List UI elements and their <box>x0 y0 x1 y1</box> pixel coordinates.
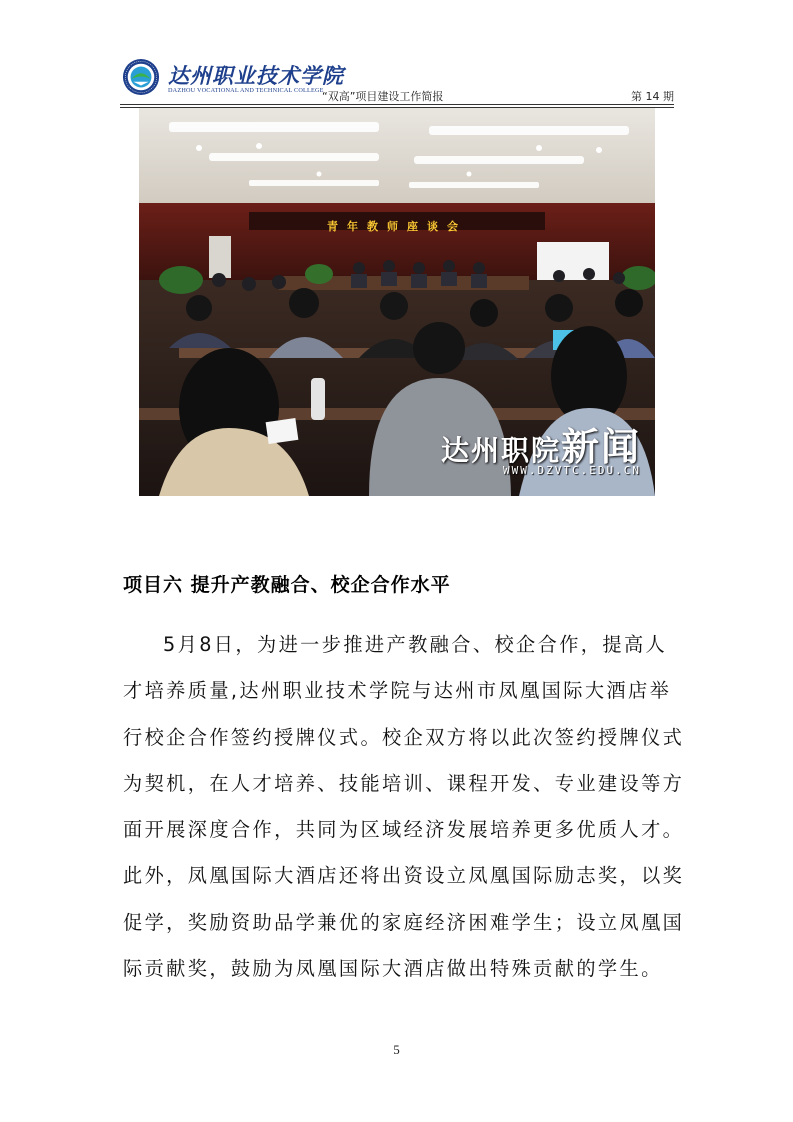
paragraph-line: 行校企合作签约授牌仪式。校企双方将以此次签约授牌仪式 <box>123 725 685 749</box>
paragraph-line: 才培养质量,达州职业技术学院与达州市凤凰国际大酒店举 <box>123 679 672 703</box>
watermark-url: WWW.DZVTC.EDU.CN <box>503 464 641 477</box>
issue-number: 第 14 期 <box>631 90 674 103</box>
paragraph-line: 促学，奖励资助品学兼优的家庭经济困难学生；设立凤凰国 <box>123 910 685 934</box>
watermark-big-text: 新闻 <box>560 425 641 469</box>
page-header <box>122 58 674 106</box>
header-divider <box>120 104 674 105</box>
section-heading: 项目六 提升产教融合、校企合作水平 <box>123 574 451 596</box>
paragraph-line: 为契机，在人才培养、技能培训、课程开发、专业建设等方 <box>123 771 685 795</box>
meeting-photo <box>139 108 655 496</box>
paragraph-line: 面开展深度合作，共同为区域经济发展培养更多优质人才。 <box>123 818 685 842</box>
bulletin-title: “双高”项目建设工作简报 <box>322 90 444 103</box>
meeting-banner: 青年教师座谈会 <box>327 220 467 233</box>
college-logo <box>122 58 160 96</box>
paragraph-line: 际贡献奖，鼓励为凤凰国际大酒店做出特殊贡献的学生。 <box>123 957 663 981</box>
school-name-cn: 达州职业技术学院 <box>168 63 344 88</box>
news-watermark <box>441 416 641 471</box>
page-number: 5 <box>393 1042 400 1057</box>
section-paragraph <box>123 622 685 992</box>
paragraph-line: 此外，凤凰国际大酒店还将出资设立凤凰国际励志奖，以奖 <box>123 864 685 888</box>
paragraph-line: 5月8日，为进一步推进产教融合、校企合作，提高人 <box>163 633 668 656</box>
watermark-small-text: 达州职院 <box>440 434 561 467</box>
school-name-en: DAZHOU VOCATIONAL AND TECHNICAL COLLEGE <box>168 87 324 94</box>
